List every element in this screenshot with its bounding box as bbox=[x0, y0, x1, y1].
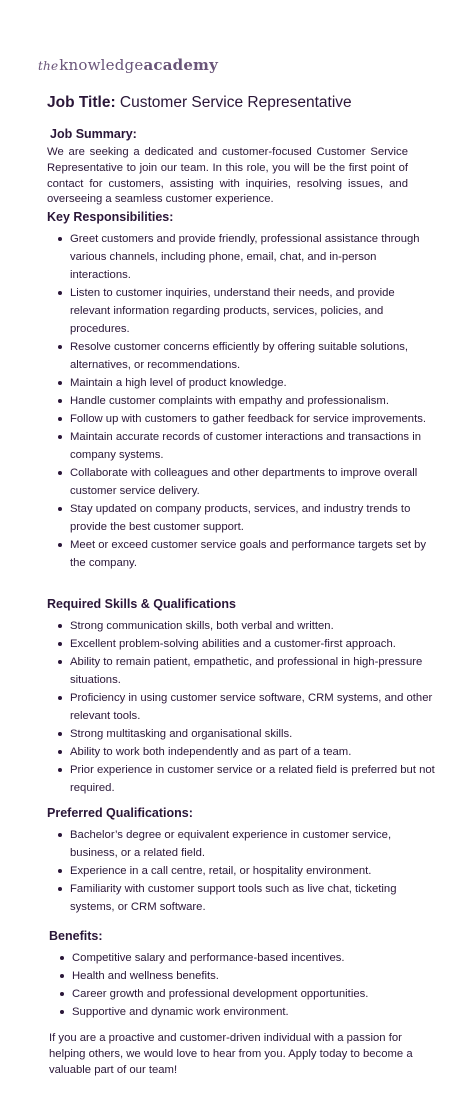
skills-section bbox=[47, 597, 437, 797]
list-item: Competitive salary and performance-based incentives. bbox=[72, 949, 439, 967]
preferred-heading: Preferred Qualifications: bbox=[47, 806, 193, 820]
benefits-heading: Benefits: bbox=[49, 929, 103, 943]
preferred-section bbox=[47, 806, 437, 916]
list-item: Greet customers and provide friendly, professional assistance through various channels, including phone, email, chat, and in-person interactions. bbox=[70, 230, 437, 284]
list-item: Handle customer complaints with empathy and professionalism. bbox=[70, 392, 437, 410]
list-item: Supportive and dynamic work environment. bbox=[72, 1003, 439, 1021]
page-title bbox=[47, 94, 352, 112]
list-item: Familiarity with customer support tools such as live chat, ticketing systems, or CRM software. bbox=[70, 880, 437, 916]
list-item: Proficiency in using customer service software, CRM systems, and other relevant tools. bbox=[70, 689, 437, 725]
logo-the: the bbox=[38, 59, 59, 73]
list-item: Strong communication skills, both verbal and written. bbox=[70, 617, 437, 635]
list-item: Resolve customer concerns efficiently by offering suitable solutions, alternatives, or recommendations. bbox=[70, 338, 437, 374]
responsibilities-list bbox=[47, 230, 437, 572]
list-item: Health and wellness benefits. bbox=[72, 967, 439, 985]
skills-heading: Required Skills & Qualifications bbox=[47, 597, 236, 611]
list-item: Maintain a high level of product knowledge. bbox=[70, 374, 437, 392]
title-label: Job Title: bbox=[47, 94, 116, 111]
list-item: Bachelor’s degree or equivalent experience in customer service, business, or a related field. bbox=[70, 826, 437, 862]
list-item: Collaborate with colleagues and other departments to improve overall customer service delivery. bbox=[70, 464, 437, 500]
responsibilities-heading: Key Responsibilities: bbox=[47, 210, 174, 224]
list-item: Ability to remain patient, empathetic, and professional in high-pressure situations. bbox=[70, 653, 437, 689]
skills-list bbox=[47, 617, 437, 797]
list-item: Ability to work both independently and as part of a team. bbox=[70, 743, 437, 761]
logo-knowledge: knowledge bbox=[59, 56, 144, 74]
list-item: Maintain accurate records of customer interactions and transactions in company systems. bbox=[70, 428, 437, 464]
summary-heading: Job Summary: bbox=[50, 127, 137, 141]
preferred-list bbox=[47, 826, 437, 916]
list-item: Listen to customer inquiries, understand their needs, and provide relevant information regarding products, services, policies, and procedures. bbox=[70, 284, 437, 338]
list-item: Follow up with customers to gather feedback for service improvements. bbox=[70, 410, 437, 428]
list-item: Prior experience in customer service or a related field is preferred but not required. bbox=[70, 761, 437, 797]
list-item: Experience in a call centre, retail, or hospitality environment. bbox=[70, 862, 437, 880]
company-logo bbox=[38, 56, 218, 74]
list-item: Career growth and professional development opportunities. bbox=[72, 985, 439, 1003]
list-item: Strong multitasking and organisational skills. bbox=[70, 725, 437, 743]
closing-text: If you are a proactive and customer-driven individual with a passion for helping others, we would love to hear from you. Apply today to become a valuable part of our team! bbox=[49, 1032, 413, 1076]
list-item: Excellent problem-solving abilities and a customer-first approach. bbox=[70, 635, 437, 653]
benefits-list bbox=[49, 949, 439, 1021]
benefits-section bbox=[49, 929, 439, 1021]
list-item: Meet or exceed customer service goals and performance targets set by the company. bbox=[70, 536, 437, 572]
list-item: Stay updated on company products, services, and industry trends to provide the best customer support. bbox=[70, 500, 437, 536]
responsibilities-section bbox=[47, 210, 437, 572]
summary-text: We are seeking a dedicated and customer-focused Customer Service Representative to join our team. In this role, you will be the first point of contact for customers, assisting with inquiries, resolving issues, and overseeing a seamless customer experience. bbox=[47, 146, 408, 206]
logo-academy: academy bbox=[143, 56, 219, 74]
title-value: Customer Service Representative bbox=[119, 94, 352, 111]
